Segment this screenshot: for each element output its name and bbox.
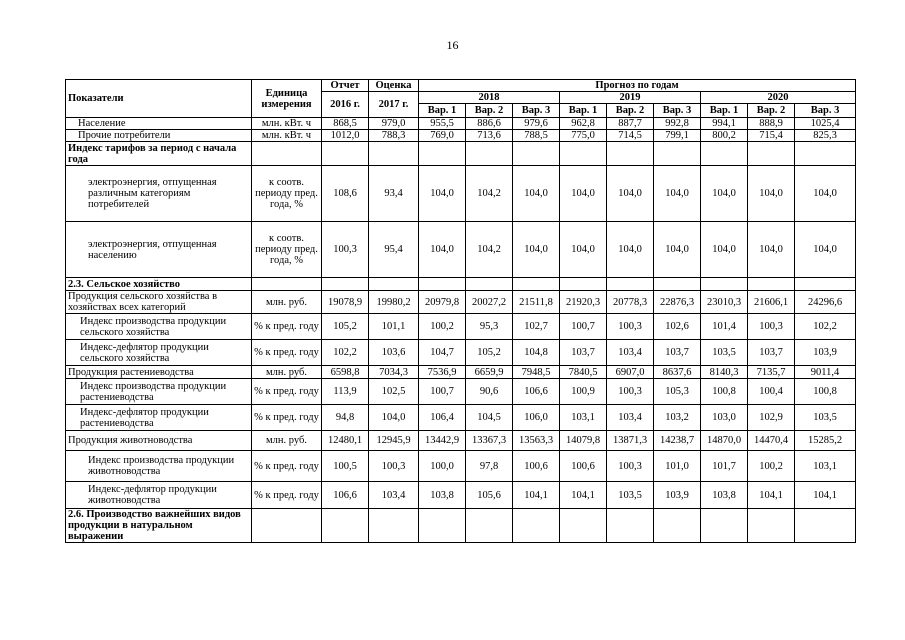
value-cell: 100,8 <box>795 379 856 405</box>
row-label: Индекс-дефлятор продукции сельского хозяйства <box>66 340 252 366</box>
value-cell: 799,1 <box>654 130 701 142</box>
value-cell: 104,0 <box>369 405 419 431</box>
table-row <box>66 340 856 366</box>
value-cell: 104,8 <box>513 340 560 366</box>
section-title: 2.6. Производство важнейших видов продукции в натуральном выражении <box>66 509 252 543</box>
year-2018-header: 2018 <box>419 92 560 104</box>
value-cell: 21920,3 <box>560 291 607 314</box>
value-cell: 103,1 <box>795 451 856 482</box>
row-unit: к соотв. периоду пред. года, % <box>252 166 322 222</box>
empty-cell <box>607 142 654 166</box>
value-cell: 7840,5 <box>560 366 607 379</box>
row-label: Индекс производства продукции животноводства <box>66 451 252 482</box>
value-cell: 94,8 <box>322 405 369 431</box>
value-cell: 104,0 <box>701 222 748 278</box>
value-cell: 104,0 <box>701 166 748 222</box>
value-cell: 19980,2 <box>369 291 419 314</box>
empty-cell <box>419 278 466 291</box>
value-cell: 100,9 <box>560 379 607 405</box>
value-cell: 101,4 <box>701 314 748 340</box>
value-cell: 888,9 <box>748 118 795 130</box>
value-cell: 105,2 <box>322 314 369 340</box>
empty-cell <box>322 278 369 291</box>
value-cell: 6659,9 <box>466 366 513 379</box>
row-unit: млн. кВт. ч <box>252 130 322 142</box>
row-unit: % к пред. году <box>252 379 322 405</box>
value-cell: 104,0 <box>748 222 795 278</box>
value-cell: 104,2 <box>466 222 513 278</box>
value-cell: 800,2 <box>701 130 748 142</box>
value-cell: 104,1 <box>513 482 560 509</box>
value-cell: 105,6 <box>466 482 513 509</box>
value-cell: 104,2 <box>466 166 513 222</box>
value-cell: 105,3 <box>654 379 701 405</box>
row-unit: млн. руб. <box>252 291 322 314</box>
value-cell: 23010,3 <box>701 291 748 314</box>
value-cell: 101,0 <box>654 451 701 482</box>
empty-cell <box>701 278 748 291</box>
value-cell: 106,4 <box>419 405 466 431</box>
row-unit: к соотв. периоду пред. года, % <box>252 222 322 278</box>
value-cell: 788,3 <box>369 130 419 142</box>
value-cell: 992,8 <box>654 118 701 130</box>
row-label: Индекс-дефлятор продукции животноводства <box>66 482 252 509</box>
unit-header: Единица измерения <box>252 80 322 118</box>
value-cell: 15285,2 <box>795 431 856 451</box>
empty-cell <box>369 509 419 543</box>
value-cell: 113,9 <box>322 379 369 405</box>
value-cell: 7536,9 <box>419 366 466 379</box>
value-cell: 104,0 <box>513 166 560 222</box>
section-row <box>66 278 856 291</box>
value-cell: 868,5 <box>322 118 369 130</box>
estimate-header: Оценка <box>369 80 419 92</box>
value-cell: 104,0 <box>795 222 856 278</box>
variant-header: Вар. 3 <box>513 104 560 118</box>
table-row <box>66 379 856 405</box>
value-cell: 12480,1 <box>322 431 369 451</box>
row-unit: % к пред. году <box>252 451 322 482</box>
value-cell: 994,1 <box>701 118 748 130</box>
value-cell: 103,5 <box>701 340 748 366</box>
value-cell: 14870,0 <box>701 431 748 451</box>
empty-cell <box>795 509 856 543</box>
variant-header: Вар. 3 <box>654 104 701 118</box>
variant-header: Вар. 2 <box>748 104 795 118</box>
value-cell: 104,0 <box>560 166 607 222</box>
value-cell: 9011,4 <box>795 366 856 379</box>
value-cell: 104,0 <box>654 222 701 278</box>
value-cell: 102,5 <box>369 379 419 405</box>
value-cell: 955,5 <box>419 118 466 130</box>
empty-cell <box>322 509 369 543</box>
table-row <box>66 166 856 222</box>
value-cell: 100,7 <box>419 379 466 405</box>
value-cell: 103,8 <box>701 482 748 509</box>
value-cell: 103,8 <box>419 482 466 509</box>
row-unit: % к пред. году <box>252 482 322 509</box>
value-cell: 20778,3 <box>607 291 654 314</box>
table-row <box>66 130 856 142</box>
value-cell: 103,2 <box>654 405 701 431</box>
value-cell: 104,0 <box>419 222 466 278</box>
value-cell: 103,7 <box>560 340 607 366</box>
value-cell: 713,6 <box>466 130 513 142</box>
empty-cell <box>701 142 748 166</box>
empty-cell <box>607 278 654 291</box>
value-cell: 103,7 <box>654 340 701 366</box>
empty-cell <box>419 142 466 166</box>
empty-cell <box>252 142 322 166</box>
variant-header: Вар. 2 <box>607 104 654 118</box>
value-cell: 104,0 <box>560 222 607 278</box>
empty-cell <box>795 278 856 291</box>
row-unit: % к пред. году <box>252 405 322 431</box>
value-cell: 104,0 <box>654 166 701 222</box>
row-label: электроэнергия, отпущенная различным категориям потребителей <box>66 166 252 222</box>
variant-header: Вар. 1 <box>419 104 466 118</box>
value-cell: 100,3 <box>748 314 795 340</box>
value-cell: 103,5 <box>795 405 856 431</box>
row-label: Индекс производства продукции растениеводства <box>66 379 252 405</box>
value-cell: 90,6 <box>466 379 513 405</box>
value-cell: 103,4 <box>369 482 419 509</box>
value-cell: 100,3 <box>607 451 654 482</box>
value-cell: 775,0 <box>560 130 607 142</box>
empty-cell <box>466 509 513 543</box>
value-cell: 979,6 <box>513 118 560 130</box>
value-cell: 101,7 <box>701 451 748 482</box>
empty-cell <box>654 509 701 543</box>
value-cell: 6598,8 <box>322 366 369 379</box>
value-cell: 100,3 <box>322 222 369 278</box>
table-row <box>66 222 856 278</box>
value-cell: 8637,6 <box>654 366 701 379</box>
table-row <box>66 431 856 451</box>
table-row <box>66 451 856 482</box>
value-cell: 104,1 <box>748 482 795 509</box>
row-label: Население <box>66 118 252 130</box>
table-row <box>66 482 856 509</box>
value-cell: 100,0 <box>419 451 466 482</box>
value-cell: 24296,6 <box>795 291 856 314</box>
value-cell: 104,1 <box>795 482 856 509</box>
value-cell: 100,2 <box>748 451 795 482</box>
value-cell: 1012,0 <box>322 130 369 142</box>
value-cell: 14470,4 <box>748 431 795 451</box>
value-cell: 12945,9 <box>369 431 419 451</box>
value-cell: 95,3 <box>466 314 513 340</box>
value-cell: 13563,3 <box>513 431 560 451</box>
value-cell: 103,9 <box>654 482 701 509</box>
value-cell: 106,6 <box>322 482 369 509</box>
table-body <box>66 118 856 543</box>
empty-cell <box>748 509 795 543</box>
variant-header: Вар. 3 <box>795 104 856 118</box>
value-cell: 714,5 <box>607 130 654 142</box>
value-cell: 103,1 <box>560 405 607 431</box>
row-label: Продукция растениеводства <box>66 366 252 379</box>
table-row <box>66 118 856 130</box>
empty-cell <box>654 278 701 291</box>
value-cell: 100,7 <box>560 314 607 340</box>
value-cell: 104,0 <box>795 166 856 222</box>
row-label: Продукция сельского хозяйства в хозяйствах всех категорий <box>66 291 252 314</box>
report-header: Отчет <box>322 80 369 92</box>
value-cell: 7034,3 <box>369 366 419 379</box>
value-cell: 103,7 <box>748 340 795 366</box>
value-cell: 825,3 <box>795 130 856 142</box>
value-cell: 102,6 <box>654 314 701 340</box>
value-cell: 1025,4 <box>795 118 856 130</box>
value-cell: 14079,8 <box>560 431 607 451</box>
value-cell: 21511,8 <box>513 291 560 314</box>
variant-header: Вар. 2 <box>466 104 513 118</box>
value-cell: 93,4 <box>369 166 419 222</box>
section-title: 2.3. Сельское хозяйство <box>66 278 252 291</box>
year-2019-header: 2019 <box>560 92 701 104</box>
value-cell: 19078,9 <box>322 291 369 314</box>
value-cell: 769,0 <box>419 130 466 142</box>
forecast-header: Прогноз по годам <box>419 80 856 92</box>
table-row <box>66 366 856 379</box>
section-title: Индекс тарифов за период с начала года <box>66 142 252 166</box>
indicators-header: Показатели <box>66 80 252 118</box>
row-unit: млн. руб. <box>252 366 322 379</box>
empty-cell <box>701 509 748 543</box>
value-cell: 100,6 <box>513 451 560 482</box>
section-row <box>66 509 856 543</box>
value-cell: 887,7 <box>607 118 654 130</box>
row-label: Индекс производства продукции сельского хозяйства <box>66 314 252 340</box>
row-unit: % к пред. году <box>252 340 322 366</box>
year-2016-header: 2016 г. <box>322 92 369 118</box>
value-cell: 7948,5 <box>513 366 560 379</box>
empty-cell <box>466 142 513 166</box>
value-cell: 886,6 <box>466 118 513 130</box>
row-unit: млн. руб. <box>252 431 322 451</box>
table-row <box>66 314 856 340</box>
row-label: Прочие потребители <box>66 130 252 142</box>
value-cell: 788,5 <box>513 130 560 142</box>
value-cell: 103,9 <box>795 340 856 366</box>
value-cell: 715,4 <box>748 130 795 142</box>
value-cell: 105,2 <box>466 340 513 366</box>
value-cell: 13367,3 <box>466 431 513 451</box>
value-cell: 104,1 <box>560 482 607 509</box>
empty-cell <box>513 509 560 543</box>
variant-header: Вар. 1 <box>701 104 748 118</box>
value-cell: 104,0 <box>607 222 654 278</box>
value-cell: 100,3 <box>369 451 419 482</box>
value-cell: 6907,0 <box>607 366 654 379</box>
section-row <box>66 142 856 166</box>
value-cell: 13871,3 <box>607 431 654 451</box>
value-cell: 104,5 <box>466 405 513 431</box>
value-cell: 8140,3 <box>701 366 748 379</box>
value-cell: 21606,1 <box>748 291 795 314</box>
empty-cell <box>560 509 607 543</box>
value-cell: 13442,9 <box>419 431 466 451</box>
value-cell: 104,7 <box>419 340 466 366</box>
value-cell: 104,0 <box>748 166 795 222</box>
value-cell: 7135,7 <box>748 366 795 379</box>
value-cell: 22876,3 <box>654 291 701 314</box>
empty-cell <box>513 142 560 166</box>
value-cell: 100,6 <box>560 451 607 482</box>
value-cell: 103,4 <box>607 340 654 366</box>
value-cell: 100,5 <box>322 451 369 482</box>
value-cell: 104,0 <box>607 166 654 222</box>
value-cell: 979,0 <box>369 118 419 130</box>
empty-cell <box>607 509 654 543</box>
empty-cell <box>795 142 856 166</box>
empty-cell <box>654 142 701 166</box>
empty-cell <box>560 278 607 291</box>
table-row <box>66 291 856 314</box>
value-cell: 20027,2 <box>466 291 513 314</box>
value-cell: 14238,7 <box>654 431 701 451</box>
value-cell: 20979,8 <box>419 291 466 314</box>
value-cell: 106,6 <box>513 379 560 405</box>
value-cell: 100,4 <box>748 379 795 405</box>
value-cell: 104,0 <box>513 222 560 278</box>
page-number: 16 <box>446 38 459 52</box>
year-2020-header: 2020 <box>701 92 856 104</box>
row-label: электроэнергия, отпущенная населению <box>66 222 252 278</box>
row-label: Продукция животноводства <box>66 431 252 451</box>
value-cell: 104,0 <box>419 166 466 222</box>
value-cell: 108,6 <box>322 166 369 222</box>
value-cell: 100,8 <box>701 379 748 405</box>
empty-cell <box>560 142 607 166</box>
value-cell: 97,8 <box>466 451 513 482</box>
forecast-table <box>65 79 856 543</box>
empty-cell <box>419 509 466 543</box>
value-cell: 95,4 <box>369 222 419 278</box>
value-cell: 106,0 <box>513 405 560 431</box>
value-cell: 103,0 <box>701 405 748 431</box>
value-cell: 962,8 <box>560 118 607 130</box>
empty-cell <box>369 142 419 166</box>
row-unit: млн. кВт. ч <box>252 118 322 130</box>
empty-cell <box>748 278 795 291</box>
table-row <box>66 405 856 431</box>
value-cell: 100,2 <box>419 314 466 340</box>
row-label: Индекс-дефлятор продукции растениеводства <box>66 405 252 431</box>
value-cell: 102,9 <box>748 405 795 431</box>
value-cell: 103,4 <box>607 405 654 431</box>
empty-cell <box>369 278 419 291</box>
row-unit: % к пред. году <box>252 314 322 340</box>
value-cell: 102,7 <box>513 314 560 340</box>
empty-cell <box>513 278 560 291</box>
empty-cell <box>748 142 795 166</box>
variant-header: Вар. 1 <box>560 104 607 118</box>
value-cell: 103,6 <box>369 340 419 366</box>
year-2017-header: 2017 г. <box>369 92 419 118</box>
value-cell: 100,3 <box>607 314 654 340</box>
value-cell: 101,1 <box>369 314 419 340</box>
value-cell: 102,2 <box>795 314 856 340</box>
empty-cell <box>252 509 322 543</box>
empty-cell <box>466 278 513 291</box>
value-cell: 103,5 <box>607 482 654 509</box>
empty-cell <box>252 278 322 291</box>
empty-cell <box>322 142 369 166</box>
value-cell: 100,3 <box>607 379 654 405</box>
value-cell: 102,2 <box>322 340 369 366</box>
